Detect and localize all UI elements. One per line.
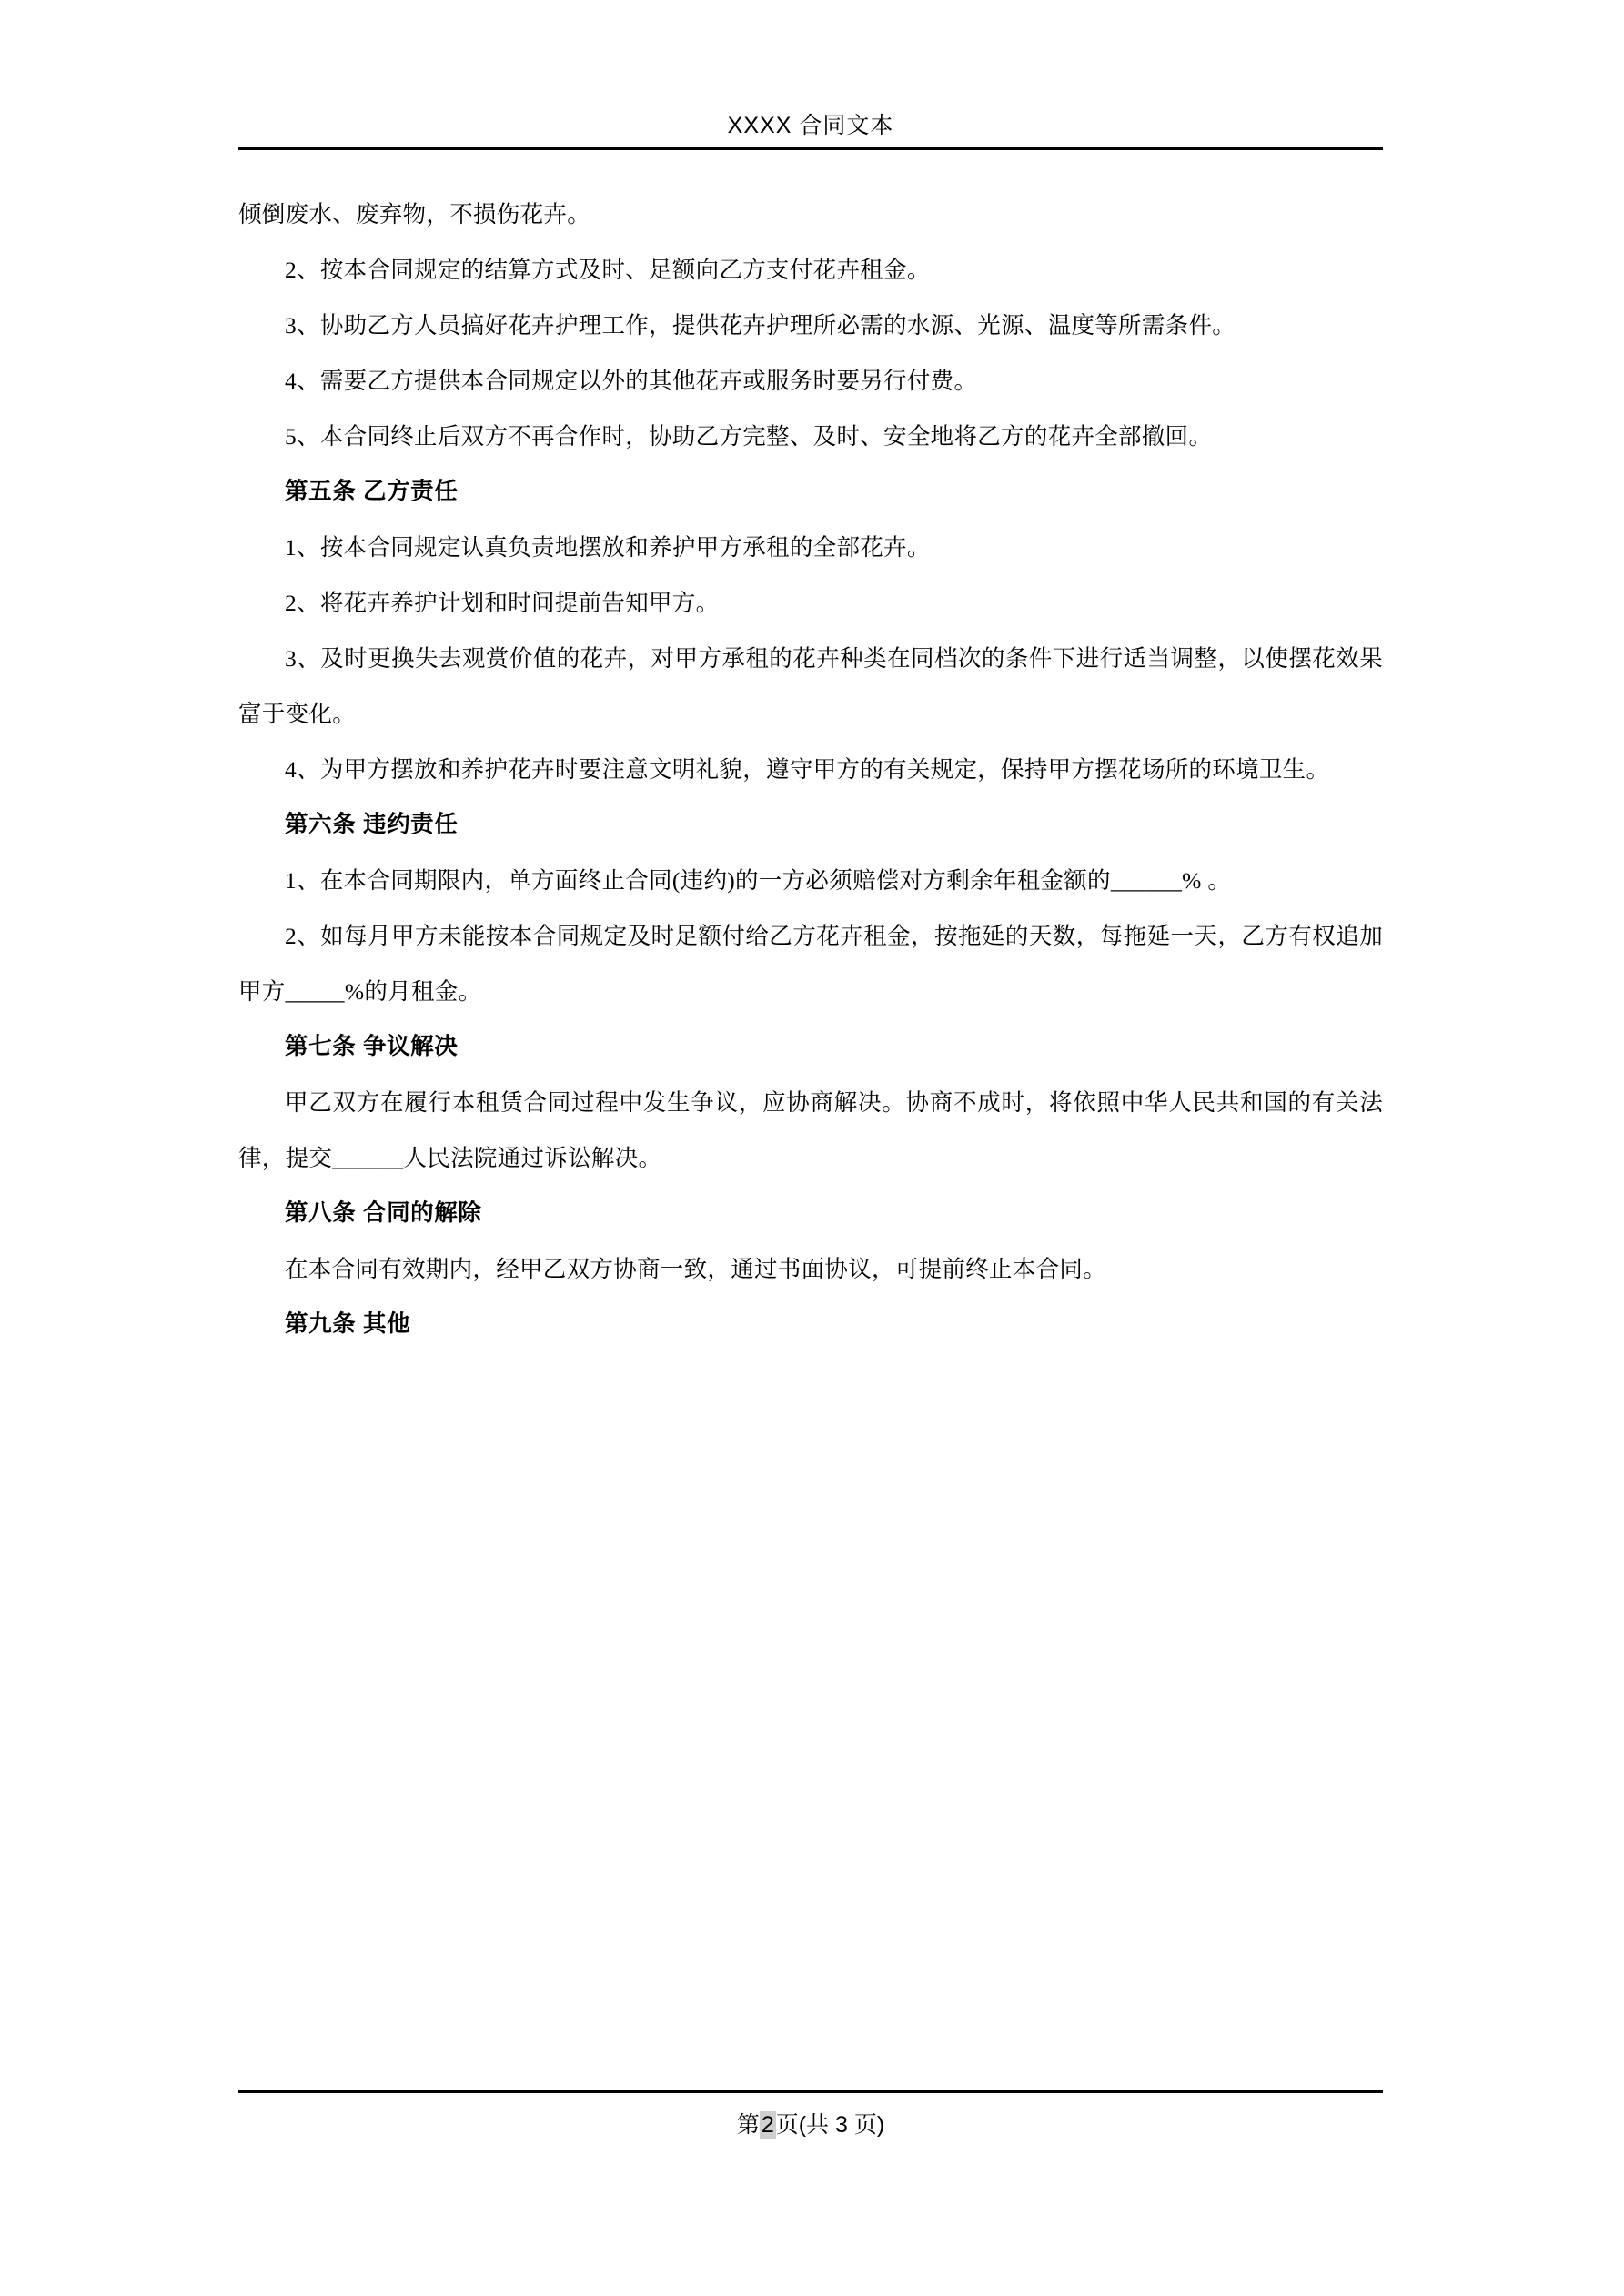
paragraph: 3、及时更换失去观赏价值的花卉，对甲方承租的花卉种类在同档次的条件下进行适当调整，以使摆花效果富于变化。 xyxy=(238,645,1383,727)
paragraph: 4、为甲方摆放和养护花卉时要注意文明礼貌，遵守甲方的有关规定，保持甲方摆花场所的环境卫生。 xyxy=(285,756,1330,783)
paragraph: 2、按本合同规定的结算方式及时、足额向乙方支付花卉租金。 xyxy=(285,257,931,283)
section-heading-article-5: 第五条 乙方责任 xyxy=(285,479,459,504)
footer-prefix: 第 xyxy=(736,2112,760,2138)
paragraph: 在本合同有效期内，经甲乙双方协商一致，通过书面协议，可提前终止本合同。 xyxy=(285,1256,1107,1282)
section-heading-article-9: 第九条 其他 xyxy=(285,1311,411,1337)
paragraph: 3、协助乙方人员搞好花卉护理工作，提供花卉护理所必需的水源、光源、温度等所需条件。 xyxy=(285,312,1236,339)
footer-page-number: 2 xyxy=(761,2112,774,2138)
paragraph: 1、在本合同期限内，单方面终止合同(违约)的一方必须赔偿对方剩余年租金额的______% 。 xyxy=(285,867,1232,894)
paragraph: 甲乙双方在履行本租赁合同过程中发生争议，应协商解决。协商不成时，将依照中华人民共和国的有关法律，提交______人民法院通过诉讼解决。 xyxy=(238,1089,1383,1171)
page-header-title: XXXX 合同文本 xyxy=(727,113,894,138)
paragraph: 2、将花卉养护计划和时间提前告知甲方。 xyxy=(285,590,720,616)
footer-suffix: 页(共 3 页) xyxy=(775,2112,885,2138)
paragraph: 5、本合同终止后双方不再合作时，协助乙方完整、及时、安全地将乙方的花卉全部撤回。 xyxy=(285,423,1213,450)
paragraph: 2、如每月甲方未能按本合同规定及时足额付给乙方花卉租金，按拖延的天数，每拖延一天，乙方有权追加甲方_____%的月租金。 xyxy=(238,923,1383,1005)
paragraph: 1、按本合同规定认真负责地摆放和养护甲方承租的全部花卉。 xyxy=(285,534,931,561)
header-divider xyxy=(238,147,1383,150)
page-content-area xyxy=(238,0,1383,2296)
page-footer xyxy=(238,2107,1383,2139)
section-heading-article-6: 第六条 违约责任 xyxy=(285,812,459,837)
section-heading-article-7: 第七条 争议解决 xyxy=(285,1034,459,1059)
footer-divider xyxy=(238,2090,1383,2093)
section-heading-article-8: 第八条 合同的解除 xyxy=(285,1200,482,1226)
document-body xyxy=(238,187,1383,1352)
paragraph: 4、需要乙方提供本合同规定以外的其他花卉或服务时要另行付费。 xyxy=(285,368,978,394)
paragraph: 倾倒废水、废弃物，不损伤花卉。 xyxy=(238,201,591,228)
